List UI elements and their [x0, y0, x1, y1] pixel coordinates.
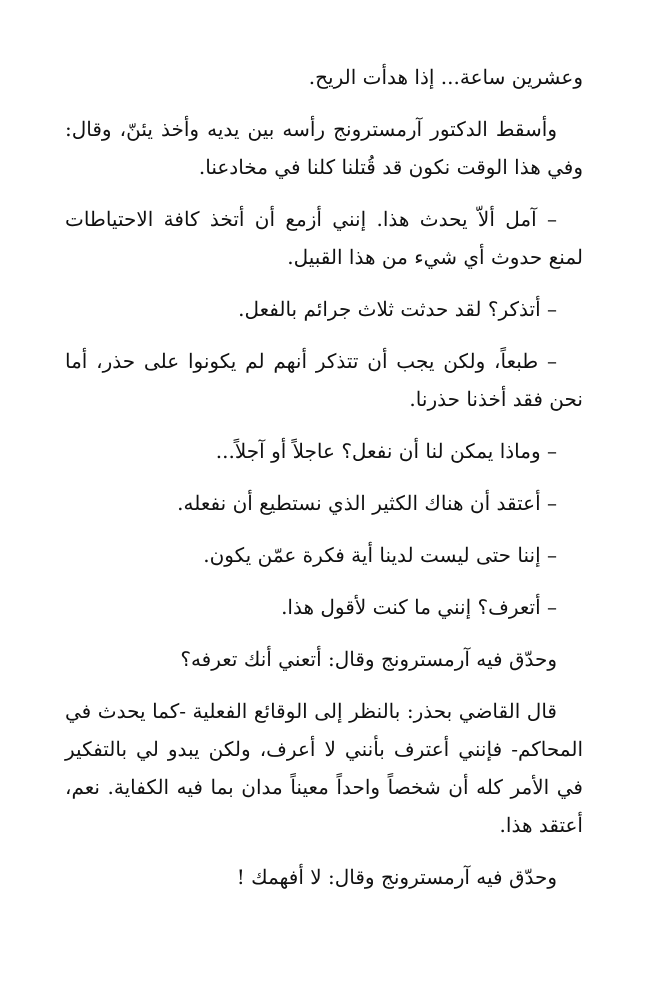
dialog-line-7: – أتعرف؟ إنني ما كنت لأقول هذا. [281, 595, 557, 619]
dialog-line-4: – وماذا يمكن لنا أن نفعل؟ عاجلاً أو آجلاً... [215, 439, 557, 463]
book-page [65, 58, 583, 910]
dialog-line-6: – إننا حتى ليست لدينا أية فكرة عمّن يكون. [203, 543, 557, 567]
dialog-line-1: – آمل ألاّ يحدث هذا. إنني أزمع أن أتخذ كافة الاحتياطات لمنع حدوث أي شيء من هذا القبيل. [65, 207, 583, 269]
paragraph-5: وحدّق فيه آرمسترونج وقال: لا أفهمك ! [236, 865, 557, 889]
dialog-line-2: – أتذكر؟ لقد حدثت ثلاث جرائم بالفعل. [238, 297, 557, 321]
dialog-line-3: – طبعاً، ولكن يجب أن تتذكر أنهم لم يكونوا على حذر، أما نحن فقد أخذنا حذرنا. [65, 349, 583, 411]
dialog-line-5: – أعتقد أن هناك الكثير الذي نستطيع أن نفعله. [177, 491, 557, 515]
paragraph-1: وعشرين ساعة... إذا هدأت الريح. [308, 65, 583, 89]
paragraph-4: قال القاضي بحذر: بالنظر إلى الوقائع الفعلية -كما يحدث في المحاكم- فإنني أعترف بأنني لا أعرف، ولكن يبدو لي بالتفكير في الأمر كله أن شخصاً واحداً معيناً مدان بما فيه الكفاية. نعم، أعتقد هذا. [65, 699, 583, 837]
paragraph-3: وحدّق فيه آرمسترونج وقال: أتعني أنك تعرفه؟ [180, 647, 557, 671]
paragraph-2: وأسقط الدكتور آرمسترونج رأسه بين يديه وأخذ يئنّ، وقال: وفي هذا الوقت نكون قد قُتلنا كلنا في مخادعنا. [65, 117, 583, 179]
